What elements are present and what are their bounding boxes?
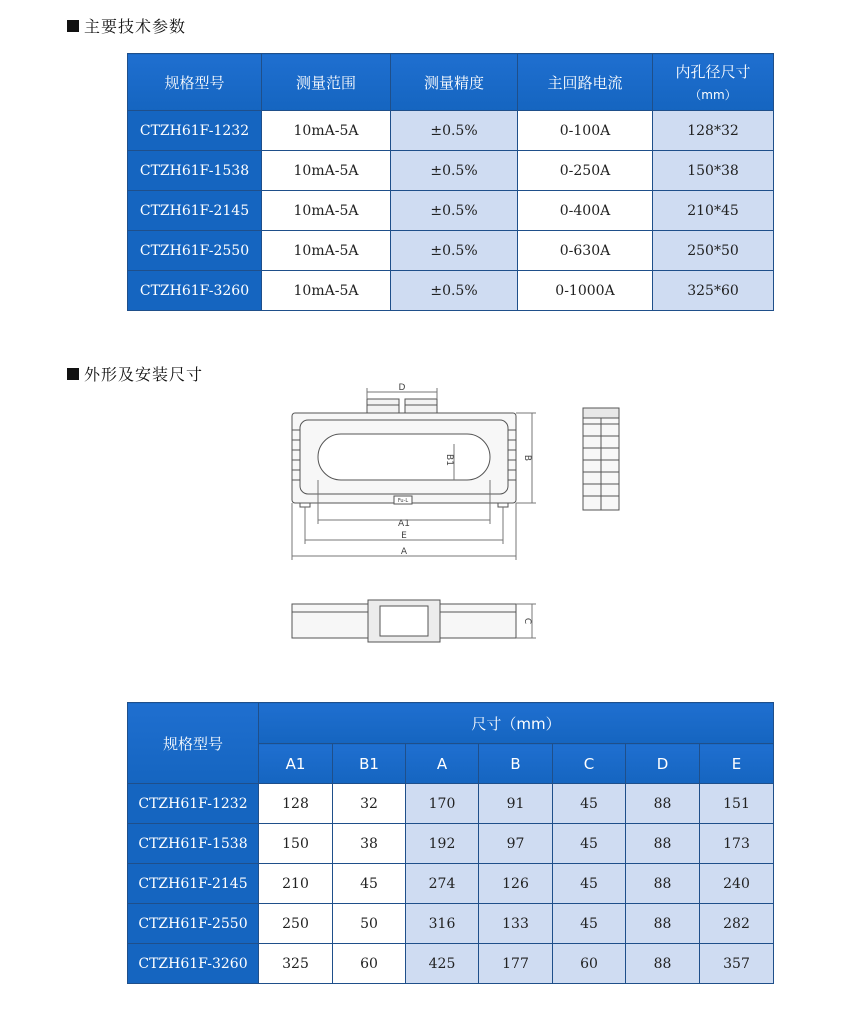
model-cell: CTZH61F-3260 xyxy=(128,271,262,311)
current-cell: 0-1000A xyxy=(518,271,653,311)
a1-cell: 210 xyxy=(259,864,333,904)
header-range: 测量范围 xyxy=(262,54,391,111)
e-cell: 173 xyxy=(700,824,774,864)
accuracy-cell: ±0.5% xyxy=(391,231,518,271)
table-row xyxy=(128,111,774,151)
hole-cell: 128*32 xyxy=(653,111,774,151)
current-cell: 0-250A xyxy=(518,151,653,191)
a-cell: 192 xyxy=(406,824,479,864)
dim-label-b1: B1 xyxy=(444,454,454,466)
b-cell: 91 xyxy=(479,784,553,824)
a-cell: 170 xyxy=(406,784,479,824)
header-b: B xyxy=(479,744,553,784)
range-cell: 10mA-5A xyxy=(262,191,391,231)
accuracy-cell: ±0.5% xyxy=(391,271,518,311)
header-model: 规格型号 xyxy=(128,703,259,784)
model-cell: CTZH61F-2145 xyxy=(128,864,259,904)
dim-label-e: E xyxy=(401,531,407,541)
range-cell: 10mA-5A xyxy=(262,271,391,311)
table-row xyxy=(128,824,774,864)
header-e: E xyxy=(700,744,774,784)
current-cell: 0-400A xyxy=(518,191,653,231)
model-cell: CTZH61F-2550 xyxy=(128,231,262,271)
a1-cell: 128 xyxy=(259,784,333,824)
dimensions-table xyxy=(127,702,774,984)
table-row xyxy=(128,231,774,271)
b1-cell: 45 xyxy=(333,864,406,904)
model-cell: CTZH61F-1538 xyxy=(128,151,262,191)
table-row xyxy=(128,944,774,984)
range-cell: 10mA-5A xyxy=(262,111,391,151)
d-cell: 88 xyxy=(626,904,700,944)
dimension-drawing xyxy=(270,380,650,660)
header-a: A xyxy=(406,744,479,784)
section-title-text: 主要技术参数 xyxy=(84,17,187,36)
dim-label-c: C xyxy=(522,617,532,625)
c-cell: 45 xyxy=(553,824,626,864)
model-cell: CTZH61F-2550 xyxy=(128,904,259,944)
a-cell: 425 xyxy=(406,944,479,984)
b-cell: 97 xyxy=(479,824,553,864)
c-cell: 45 xyxy=(553,864,626,904)
technical-parameters-table xyxy=(127,53,774,311)
header-c: C xyxy=(553,744,626,784)
b1-cell: 60 xyxy=(333,944,406,984)
dim-label-d: D xyxy=(398,383,406,393)
b1-cell: 32 xyxy=(333,784,406,824)
c-cell: 60 xyxy=(553,944,626,984)
e-cell: 240 xyxy=(700,864,774,904)
d-cell: 88 xyxy=(626,784,700,824)
header-inner-hole xyxy=(653,54,774,111)
header-a1: A1 xyxy=(259,744,333,784)
black-square-icon xyxy=(67,368,79,380)
model-cell: CTZH61F-1232 xyxy=(128,784,259,824)
e-cell: 282 xyxy=(700,904,774,944)
black-square-icon xyxy=(67,20,79,32)
accuracy-cell: ±0.5% xyxy=(391,111,518,151)
header-size: 尺寸（mm） xyxy=(259,703,774,744)
hole-cell: 250*50 xyxy=(653,231,774,271)
a-cell: 316 xyxy=(406,904,479,944)
dim-label-a: A xyxy=(400,547,408,557)
a1-cell: 250 xyxy=(259,904,333,944)
dim-label-a1: A1 xyxy=(398,519,410,529)
section-title-text: 外形及安装尺寸 xyxy=(84,365,204,384)
terminal-block-left xyxy=(367,399,399,413)
ct-inner-window xyxy=(318,434,490,480)
section-title-dimensions xyxy=(67,362,203,385)
header-b1: B1 xyxy=(333,744,406,784)
a1-cell: 325 xyxy=(259,944,333,984)
b-cell: 177 xyxy=(479,944,553,984)
header-inner-hole-label: 内孔径尺寸 xyxy=(675,63,751,81)
hole-cell: 325*60 xyxy=(653,271,774,311)
header-inner-hole-unit: （mm） xyxy=(689,88,737,102)
model-cell: CTZH61F-2145 xyxy=(128,191,262,231)
accuracy-cell: ±0.5% xyxy=(391,191,518,231)
nameplate-text: Fu-L xyxy=(397,498,409,504)
current-cell: 0-100A xyxy=(518,111,653,151)
header-accuracy: 测量精度 xyxy=(391,54,518,111)
table-row xyxy=(128,864,774,904)
d-cell: 88 xyxy=(626,944,700,984)
table-row xyxy=(128,191,774,231)
table-row xyxy=(128,271,774,311)
current-cell: 0-630A xyxy=(518,231,653,271)
d-cell: 88 xyxy=(626,824,700,864)
b1-cell: 50 xyxy=(333,904,406,944)
header-d: D xyxy=(626,744,700,784)
a1-cell: 150 xyxy=(259,824,333,864)
b-cell: 133 xyxy=(479,904,553,944)
table-row xyxy=(128,151,774,191)
d-cell: 88 xyxy=(626,864,700,904)
table-row xyxy=(128,784,774,824)
range-cell: 10mA-5A xyxy=(262,231,391,271)
e-cell: 357 xyxy=(700,944,774,984)
section-title-specs xyxy=(67,14,186,37)
c-cell: 45 xyxy=(553,904,626,944)
e-cell: 151 xyxy=(700,784,774,824)
header-model: 规格型号 xyxy=(128,54,262,111)
hole-cell: 150*38 xyxy=(653,151,774,191)
b1-cell: 38 xyxy=(333,824,406,864)
model-cell: CTZH61F-1232 xyxy=(128,111,262,151)
header-main-current: 主回路电流 xyxy=(518,54,653,111)
terminal-block-right xyxy=(405,399,437,413)
hole-cell: 210*45 xyxy=(653,191,774,231)
accuracy-cell: ±0.5% xyxy=(391,151,518,191)
table-row xyxy=(128,904,774,944)
b-cell: 126 xyxy=(479,864,553,904)
dim-label-b: B xyxy=(522,454,532,462)
model-cell: CTZH61F-3260 xyxy=(128,944,259,984)
a-cell: 274 xyxy=(406,864,479,904)
c-cell: 45 xyxy=(553,784,626,824)
model-cell: CTZH61F-1538 xyxy=(128,824,259,864)
range-cell: 10mA-5A xyxy=(262,151,391,191)
